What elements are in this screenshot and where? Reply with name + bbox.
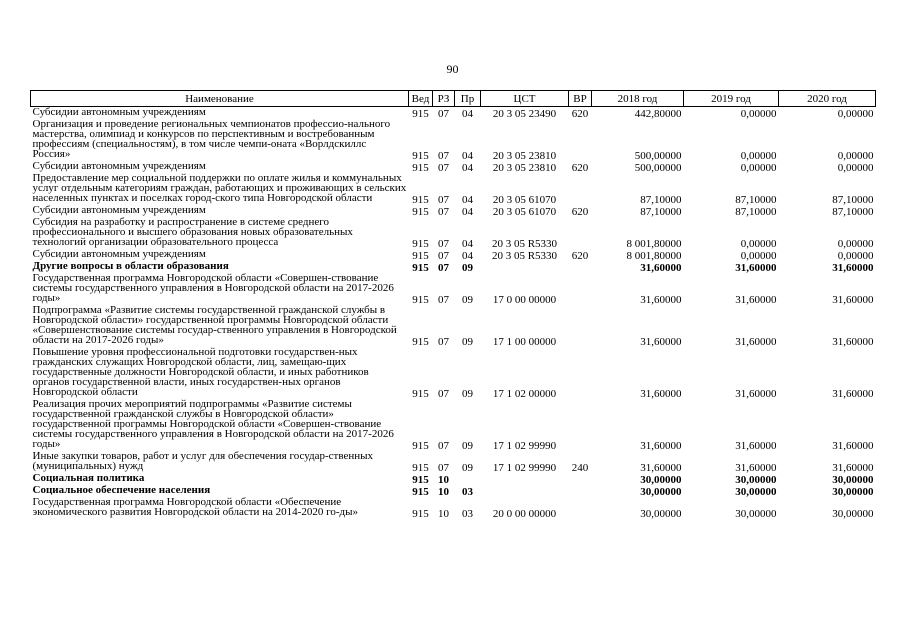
- row-cst: 17 1 02 99990: [492, 440, 557, 452]
- row-2019: 87,10000: [735, 194, 777, 206]
- row-2018: 31,60000: [640, 462, 682, 474]
- row-rz: 07: [438, 150, 449, 162]
- row-cst: 20 3 05 61070: [492, 206, 557, 218]
- table-row: [31, 273, 876, 305]
- row-2019: 30,00000: [735, 486, 777, 498]
- row-2020: 0,00000: [837, 238, 874, 250]
- row-2019: 0,00000: [740, 108, 777, 120]
- row-2019: 31,60000: [735, 294, 777, 306]
- row-2019: 31,60000: [735, 336, 777, 348]
- row-2018: 31,60000: [640, 294, 682, 306]
- row-pr: 04: [462, 206, 473, 218]
- row-name: Другие вопросы в области образования: [32, 260, 229, 272]
- row-vr: [569, 399, 592, 451]
- row-vr: [569, 217, 592, 249]
- row-2019: 0,00000: [740, 250, 777, 262]
- row-2019: 31,60000: [735, 440, 777, 452]
- row-vr: [569, 173, 592, 205]
- row-cst: 17 1 02 00000: [492, 388, 557, 400]
- row-pr: 09: [462, 440, 473, 452]
- row-rz: 07: [438, 336, 449, 348]
- row-rz: 07: [438, 206, 449, 218]
- row-name: Субсидии автономным учреждениям: [32, 160, 206, 172]
- table-row: [31, 119, 876, 161]
- row-2018: 8 001,80000: [626, 250, 682, 262]
- row-ved: 915: [412, 294, 429, 306]
- row-vr: 620: [571, 162, 589, 174]
- row-2020: 0,00000: [837, 162, 874, 174]
- row-vr: [569, 485, 592, 497]
- row-2018: 442,80000: [634, 108, 682, 120]
- table-row: [31, 347, 876, 399]
- row-pr: 09: [462, 336, 473, 348]
- table-row: [31, 497, 876, 519]
- row-2018: 31,60000: [640, 336, 682, 348]
- row-2018: 500,00000: [634, 162, 682, 174]
- row-name: Государственная программа Новгородской области «Обеспечение экономического развития Новгородской области на 2014-2020 го-ды»: [32, 496, 358, 518]
- row-2020: 0,00000: [837, 108, 874, 120]
- row-vr: [569, 273, 592, 305]
- row-ved: 915: [412, 486, 429, 498]
- row-2019: 0,00000: [740, 150, 777, 162]
- row-pr: 04: [462, 162, 473, 174]
- row-rz: 07: [438, 462, 449, 474]
- row-2018: 31,60000: [640, 388, 682, 400]
- row-name: Повышение уровня профессиональной подготовки государствен-ных гражданских служащих Новгородской области, лиц, замещаю-щих государственные должности Новгородской области, и иных работников органов государственной власти, иных государствен-ных органов Новгородской области: [32, 346, 369, 398]
- table-row: [31, 217, 876, 249]
- row-cst: 20 3 05 R5330: [491, 250, 558, 262]
- row-vr: [569, 347, 592, 399]
- budget-table: [30, 90, 876, 519]
- row-name: Подпрограмма «Развитие системы государственной гражданской службы в Новгородской области» государственной программы Новгородской области «Совершенствование системы государ-ственного управления в Новгородской области на 2017-2026 годы»: [32, 304, 397, 346]
- row-2020: 30,00000: [832, 508, 874, 520]
- row-2020: 31,60000: [832, 388, 874, 400]
- row-ved: 915: [412, 194, 429, 206]
- row-name: Организация и проведение региональных чемпионатов профессио-нального мастерства, олимпиад и конкурсов по перспективным и востребованным профессиям (специальностям), в том числе чемпи-оната «Ворлдскиллс Россия»: [32, 118, 391, 160]
- table-row: [31, 305, 876, 347]
- row-cst: 17 1 02 99990: [492, 462, 557, 474]
- row-name: Реализация прочих мероприятий подпрограммы «Развитие системы государственной гражданской службы в Новгородской области» государственной программы Новгородской области «Совершен-ствование системы государственного управления в Новгородской области на 2017-2026 годы»: [32, 398, 394, 450]
- header-rz: РЗ: [433, 91, 455, 107]
- row-ved: 915: [412, 206, 429, 218]
- row-name: Субсидии автономным учреждениям: [32, 204, 206, 216]
- row-pr: 03: [462, 508, 473, 520]
- header-2019: 2019 год: [684, 91, 779, 107]
- row-vr: 240: [571, 462, 589, 474]
- page-number: 90: [446, 62, 459, 76]
- row-2019: 30,00000: [735, 474, 777, 486]
- row-cst: 17 0 00 00000: [492, 294, 557, 306]
- row-2020: 30,00000: [832, 486, 874, 498]
- row-name: Субсидия на разработку и распространение в системе среднего профессионального и высшего образования новых образовательных технологий организации образовательного процесса: [32, 216, 353, 248]
- row-2018: 500,00000: [634, 150, 682, 162]
- row-2019: 31,60000: [735, 462, 777, 474]
- row-cst: 20 3 05 23810: [492, 162, 557, 174]
- row-ved: 915: [412, 388, 429, 400]
- row-rz: 10: [438, 508, 449, 520]
- header-2018: 2018 год: [592, 91, 684, 107]
- row-rz: 10: [438, 486, 449, 498]
- row-pr: 09: [462, 462, 473, 474]
- row-cst: 20 0 00 00000: [492, 508, 557, 520]
- row-name: Государственная программа Новгородской области «Совершен-ствование системы государственного управления в Новгородской области на 2017-2026 годы»: [32, 272, 394, 304]
- row-2020: 87,10000: [832, 194, 874, 206]
- table-row: [31, 173, 876, 205]
- row-2020: 30,00000: [832, 474, 874, 486]
- table-row: [31, 451, 876, 473]
- row-2019: 31,60000: [735, 262, 777, 274]
- row-rz: 10: [438, 474, 449, 486]
- row-ved: 915: [412, 108, 429, 120]
- row-2020: 31,60000: [832, 336, 874, 348]
- row-cst: [481, 261, 569, 273]
- row-pr: 09: [462, 262, 473, 274]
- row-ved: 915: [412, 162, 429, 174]
- row-ved: 915: [412, 336, 429, 348]
- row-2020: 31,60000: [832, 262, 874, 274]
- header-name: Наименование: [31, 91, 409, 107]
- header-ved: Вед: [409, 91, 433, 107]
- row-2018: 87,10000: [640, 194, 682, 206]
- row-name: Субсидии автономным учреждениям: [32, 106, 206, 118]
- row-vr: [569, 473, 592, 485]
- row-ved: 915: [412, 150, 429, 162]
- row-name: Предоставление мер социальной поддержки по оплате жилья и коммунальных услуг отдельным категориям граждан, работающих и проживающих в сельских населенных пунктах и поселках город-ского типа Новгородской области: [32, 172, 407, 204]
- row-cst: [481, 485, 569, 497]
- row-2018: 30,00000: [640, 486, 682, 498]
- row-vr: [569, 261, 592, 273]
- row-vr: 620: [571, 206, 589, 218]
- header-cst: ЦСТ: [481, 91, 569, 107]
- row-2018: 30,00000: [640, 508, 682, 520]
- row-rz: 07: [438, 162, 449, 174]
- row-2020: 31,60000: [832, 462, 874, 474]
- row-2019: 0,00000: [740, 238, 777, 250]
- row-ved: 915: [412, 238, 429, 250]
- row-pr: 03: [462, 486, 473, 498]
- row-vr: 620: [571, 250, 589, 262]
- row-2020: 31,60000: [832, 294, 874, 306]
- table-header-row: [31, 91, 876, 107]
- row-2020: 87,10000: [832, 206, 874, 218]
- row-rz: 07: [438, 294, 449, 306]
- table-body: [31, 107, 876, 520]
- row-cst: 17 1 00 00000: [492, 336, 557, 348]
- row-vr: [569, 119, 592, 161]
- row-name: Социальное обеспечение населения: [32, 484, 211, 496]
- row-2018: 31,60000: [640, 262, 682, 274]
- row-ved: 915: [412, 262, 429, 274]
- row-ved: 915: [412, 462, 429, 474]
- row-2019: 0,00000: [740, 162, 777, 174]
- row-cst: [481, 473, 569, 485]
- row-pr: 09: [462, 294, 473, 306]
- row-name: Иные закупки товаров, работ и услуг для обеспечения государ-ственных (муниципальных) нужд: [32, 450, 374, 472]
- row-2019: 31,60000: [735, 388, 777, 400]
- row-rz: 07: [438, 388, 449, 400]
- row-rz: 07: [438, 238, 449, 250]
- header-vr: ВР: [569, 91, 592, 107]
- row-ved: 915: [412, 250, 429, 262]
- row-2018: 31,60000: [640, 440, 682, 452]
- row-2020: 31,60000: [832, 440, 874, 452]
- row-pr: [455, 473, 481, 485]
- row-vr: [569, 305, 592, 347]
- row-2019: 30,00000: [735, 508, 777, 520]
- row-pr: 04: [462, 250, 473, 262]
- row-2018: 8 001,80000: [626, 238, 682, 250]
- row-pr: 04: [462, 238, 473, 250]
- row-vr: [569, 497, 592, 519]
- table-row: [31, 399, 876, 451]
- row-rz: 07: [438, 440, 449, 452]
- row-cst: 20 3 05 23490: [492, 108, 557, 120]
- row-rz: 07: [438, 194, 449, 206]
- row-rz: 07: [438, 262, 449, 274]
- row-ved: 915: [412, 440, 429, 452]
- header-pr: Пр: [455, 91, 481, 107]
- row-pr: 04: [462, 194, 473, 206]
- row-ved: 915: [412, 508, 429, 520]
- row-name: Субсидии автономным учреждениям: [32, 248, 206, 260]
- row-pr: 09: [462, 388, 473, 400]
- row-cst: 20 3 05 23810: [492, 150, 557, 162]
- row-2019: 87,10000: [735, 206, 777, 218]
- row-name: Социальная политика: [32, 472, 145, 484]
- row-pr: 04: [462, 150, 473, 162]
- row-2020: 0,00000: [837, 150, 874, 162]
- row-cst: 20 3 05 R5330: [491, 238, 558, 250]
- row-rz: 07: [438, 108, 449, 120]
- row-rz: 07: [438, 250, 449, 262]
- header-2020: 2020 год: [779, 91, 876, 107]
- row-2018: 87,10000: [640, 206, 682, 218]
- row-vr: 620: [571, 108, 589, 120]
- row-cst: 20 3 05 61070: [492, 194, 557, 206]
- row-2018: 30,00000: [640, 474, 682, 486]
- row-pr: 04: [462, 108, 473, 120]
- row-2020: 0,00000: [837, 250, 874, 262]
- row-ved: 915: [412, 474, 429, 486]
